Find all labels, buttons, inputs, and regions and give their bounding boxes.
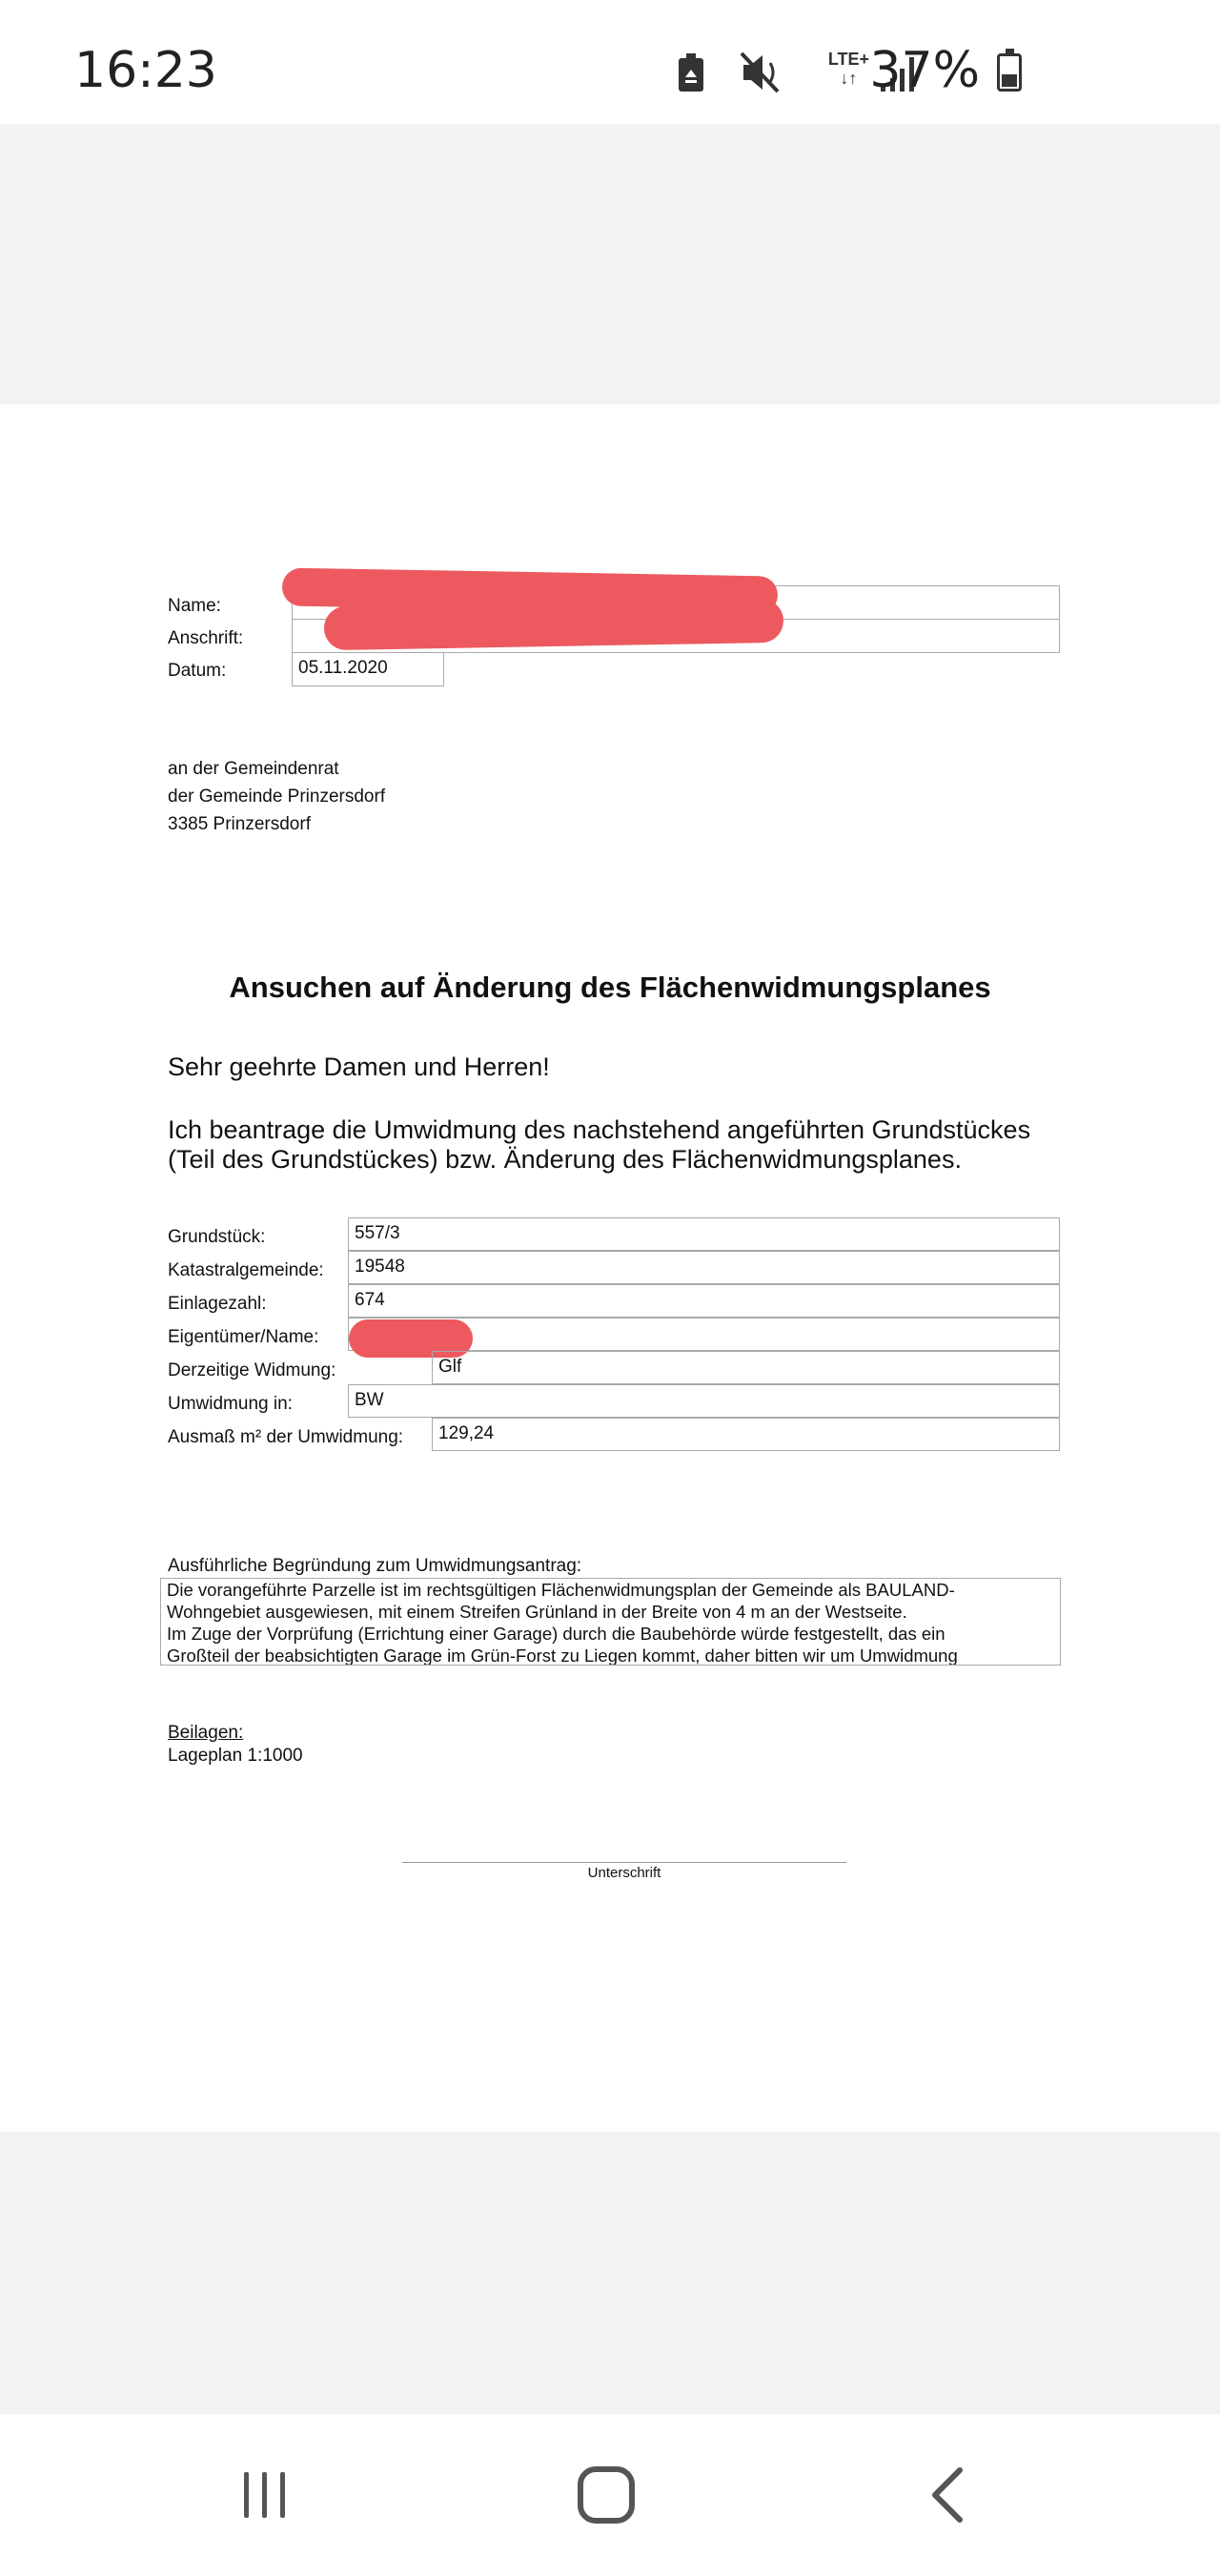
document-title: Ansuchen auf Änderung des Flächenwidmungsplanes (229, 971, 991, 1004)
umwidmung-value: BW (348, 1384, 1060, 1418)
back-button[interactable] (900, 2452, 995, 2538)
home-icon (576, 2464, 637, 2525)
navigation-bar (0, 2414, 1220, 2576)
reason-line-2: Wohngebiet ausgewiesen, mit einem Streifen Grünland in der Breite von 4 m an der Westseite. (167, 1602, 907, 1622)
intro-line-2: (Teil des Grundstückes) bzw. Änderung des Flächenwidmungsplanes. (168, 1145, 962, 1174)
widmung-value: Glf (432, 1351, 1060, 1384)
reason-line-4: Großteil der beabsichtigten Garage im Grün-Forst zu Liegen kommt, daher bitten wir um Umwidmung (167, 1646, 958, 1666)
recents-button[interactable] (217, 2452, 313, 2538)
greeting: Sehr geehrte Damen und Herren! (168, 1053, 550, 1081)
attachments-label: Beilagen: (168, 1723, 244, 1743)
reason-line-3: Im Zuge der Vorprüfung (Errichtung einer Garage) durch die Baubehörde würde festgestellt, das ein (167, 1624, 946, 1644)
address-label: Anschrift: (168, 628, 244, 648)
redaction-mark (324, 599, 784, 650)
widmung-label: Derzeitige Widmung: (168, 1360, 336, 1380)
battery-percentage: 37% (869, 42, 980, 99)
katastral-value: 19548 (348, 1251, 1060, 1284)
einlage-label: Einlagezahl: (168, 1294, 267, 1314)
intro-line-1: Ich beantrage die Umwidmung des nachstehend angeführten Grundstückes (168, 1115, 1031, 1144)
einlage-value: 674 (348, 1284, 1060, 1318)
ausmass-value: 129,24 (432, 1418, 1060, 1451)
attachments-value: Lageplan 1:1000 (168, 1746, 303, 1766)
reason-box (160, 1578, 1061, 1666)
date-field: 05.11.2020 (292, 652, 444, 686)
home-button[interactable] (559, 2452, 654, 2538)
grundstueck-label: Grundstück: (168, 1227, 266, 1247)
reason-label: Ausführliche Begründung zum Umwidmungsantrag: (168, 1556, 582, 1576)
ausmass-label: Ausmaß m² der Umwidmung: (168, 1427, 404, 1447)
network-type: LTE+ (827, 50, 869, 69)
katastral-label: Katastralgemeinde: (168, 1260, 324, 1280)
reason-line-1: Die vorangeführte Parzelle ist im rechtsgültigen Flächenwidmungsplan der Gemeinde als BAULAND- (167, 1580, 955, 1600)
viewer-bottom-margin (0, 2132, 1220, 2414)
recipient-line-3: 3385 Prinzersdorf (168, 814, 311, 834)
back-icon (924, 2464, 971, 2525)
grundstueck-value: 557/3 (348, 1217, 1060, 1251)
signature-line (402, 1862, 846, 1863)
signature-label: Unterschrift (587, 1865, 661, 1881)
data-arrows-icon: ↓↑ (840, 69, 858, 88)
recipient-line-2: der Gemeinde Prinzersdorf (168, 787, 386, 807)
eigentuemer-label: Eigentümer/Name: (168, 1327, 319, 1347)
date-label: Datum: (168, 661, 227, 681)
name-label: Name: (168, 596, 221, 616)
recents-icon (236, 2466, 294, 2524)
umwidmung-label: Umwidmung in: (168, 1394, 293, 1414)
recipient-line-1: an der Gemeindenrat (168, 759, 339, 779)
clock: 16:23 (74, 42, 217, 99)
